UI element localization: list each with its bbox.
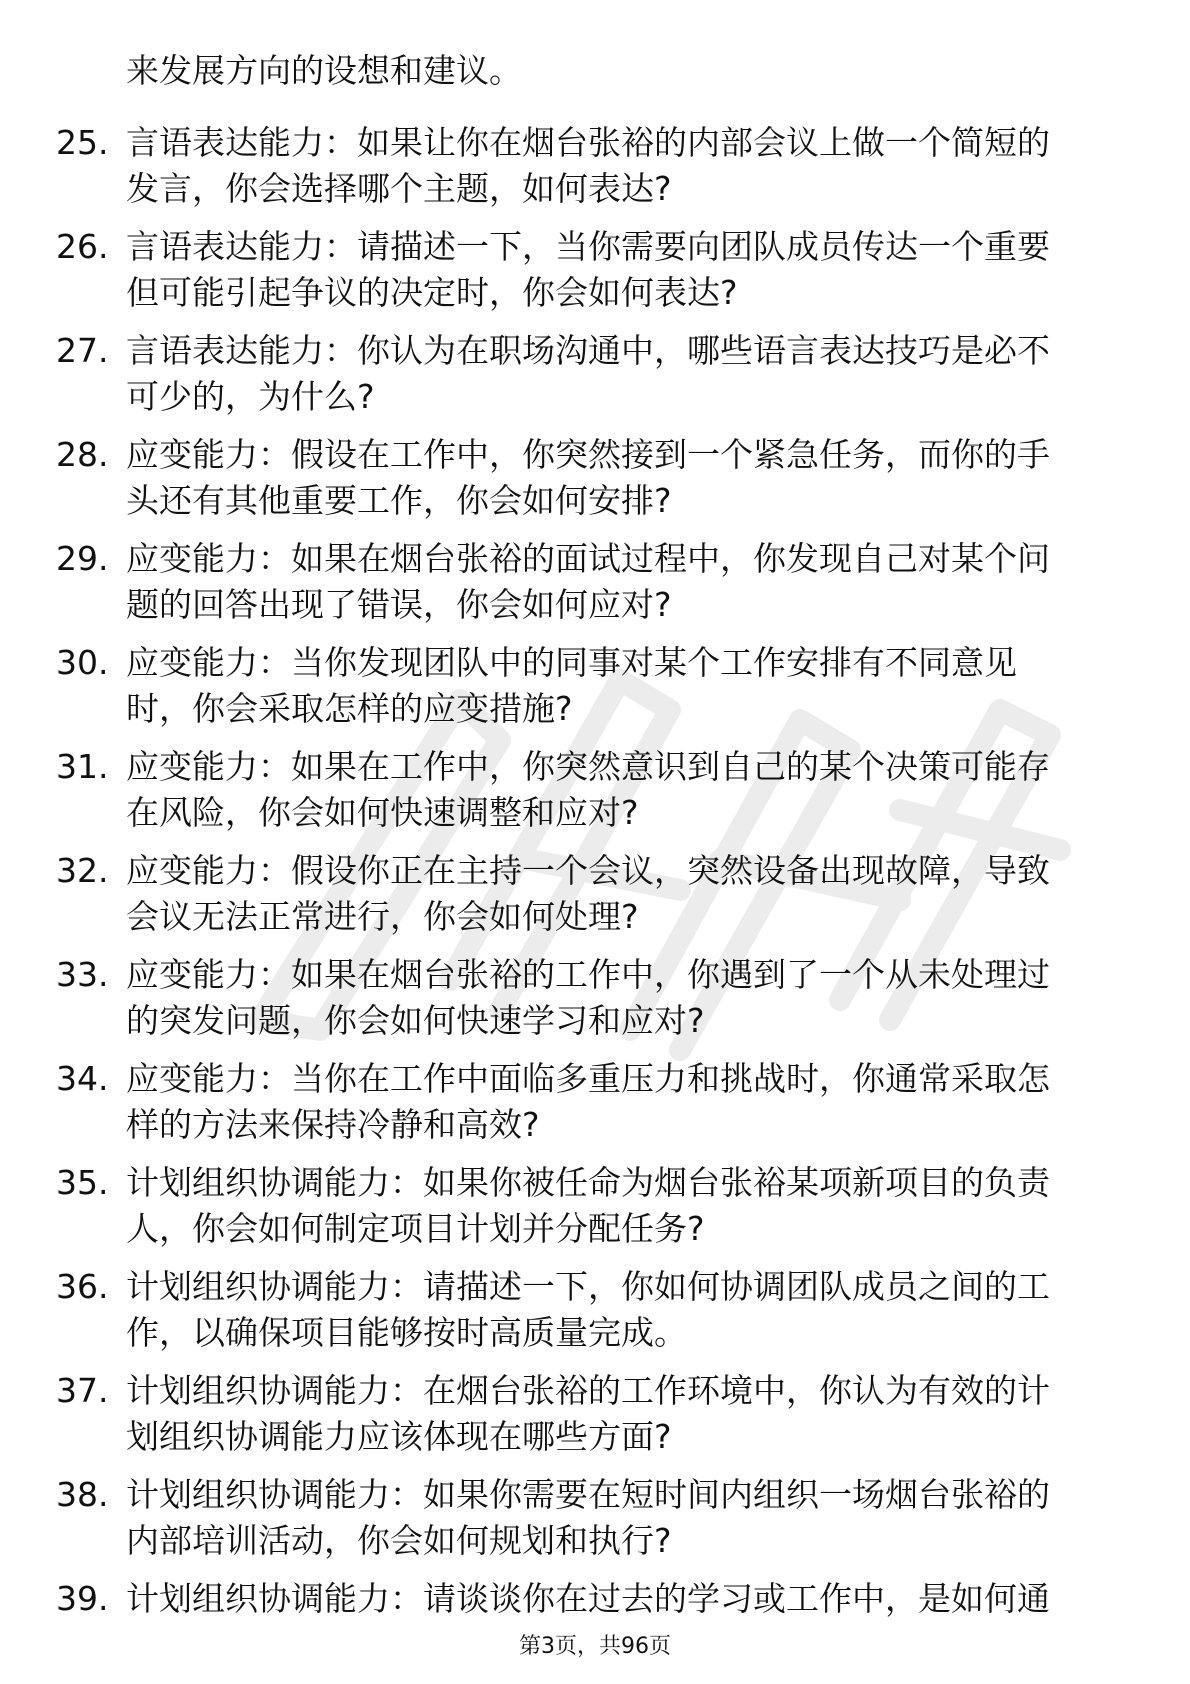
question-line: 言语表达能力：你认为在职场沟通中，哪些语言表达技巧是必不 — [126, 331, 1050, 370]
question-text — [126, 1056, 1126, 1148]
question-text — [126, 328, 1126, 420]
question-number: 29. — [56, 539, 109, 578]
question-number: 25. — [56, 123, 109, 162]
list-item — [0, 1472, 1190, 1576]
question-number: 33. — [56, 955, 109, 994]
question-line: 时，你会采取怎样的应变措施? — [126, 689, 573, 728]
question-number: 37. — [56, 1371, 109, 1410]
list-item — [0, 432, 1190, 536]
question-text — [126, 120, 1126, 212]
question-line: 计划组织协调能力：请描述一下，你如何协调团队成员之间的工 — [126, 1267, 1050, 1306]
question-number: 38. — [56, 1475, 109, 1514]
list-item — [0, 1368, 1190, 1472]
question-text — [126, 1576, 1126, 1622]
list-item — [0, 640, 1190, 744]
question-text — [126, 1160, 1126, 1252]
list-item — [0, 952, 1190, 1056]
question-line: 但可能引起争议的决定时，你会如何表达? — [126, 273, 738, 312]
question-line: 应变能力：如果在工作中，你突然意识到自己的某个决策可能存 — [126, 747, 1050, 786]
list-item — [0, 120, 1190, 224]
list-item — [0, 1160, 1190, 1264]
question-line: 划组织协调能力应该体现在哪些方面? — [126, 1417, 672, 1456]
question-line: 发言，你会选择哪个主题，如何表达? — [126, 169, 672, 208]
question-number: 27. — [56, 331, 109, 370]
question-text — [126, 1368, 1126, 1460]
question-line: 会议无法正常进行，你会如何处理? — [126, 897, 639, 936]
continuation-text: 来发展方向的设想和建议。 — [126, 51, 522, 90]
question-line: 应变能力：假设在工作中，你突然接到一个紧急任务，而你的手 — [126, 435, 1050, 474]
question-line: 应变能力：当你发现团队中的同事对某个工作安排有不同意见 — [126, 643, 1017, 682]
list-item — [0, 1576, 1190, 1680]
question-line: 计划组织协调能力：如果你需要在短时间内组织一场烟台张裕的 — [126, 1475, 1050, 1514]
question-text — [126, 640, 1126, 732]
question-line: 计划组织协调能力：请谈谈你在过去的学习或工作中，是如何通 — [126, 1579, 1050, 1618]
question-number: 39. — [56, 1579, 109, 1618]
question-text — [126, 1472, 1126, 1564]
question-number: 36. — [56, 1267, 109, 1306]
question-line: 人，你会如何制定项目计划并分配任务? — [126, 1209, 705, 1248]
question-number: 32. — [56, 851, 109, 890]
question-number: 35. — [56, 1163, 109, 1202]
question-text — [126, 432, 1126, 524]
question-line: 作，以确保项目能够按时高质量完成。 — [126, 1313, 687, 1352]
question-line: 题的回答出现了错误，你会如何应对? — [126, 585, 672, 624]
question-number: 30. — [56, 643, 109, 682]
question-line: 可少的，为什么? — [126, 377, 375, 416]
list-item — [0, 536, 1190, 640]
question-line: 计划组织协调能力：在烟台张裕的工作环境中，你认为有效的计 — [126, 1371, 1050, 1410]
page-footer: 第3页，共96页 — [519, 1634, 671, 1659]
question-list — [0, 120, 1190, 1680]
question-line: 应变能力：当你在工作中面临多重压力和挑战时，你通常采取怎 — [126, 1059, 1050, 1098]
question-text — [126, 848, 1126, 940]
question-line: 头还有其他重要工作，你会如何安排? — [126, 481, 672, 520]
list-item — [0, 1056, 1190, 1160]
question-number: 31. — [56, 747, 109, 786]
list-item — [0, 848, 1190, 952]
question-line: 内部培训活动，你会如何规划和执行? — [126, 1521, 672, 1560]
question-line: 言语表达能力：请描述一下，当你需要向团队成员传达一个重要 — [126, 227, 1050, 266]
question-line: 应变能力：如果在烟台张裕的面试过程中，你发现自己对某个问 — [126, 539, 1050, 578]
question-number: 26. — [56, 227, 109, 266]
list-item — [0, 744, 1190, 848]
question-number: 28. — [56, 435, 109, 474]
list-item — [0, 1264, 1190, 1368]
question-text — [126, 536, 1126, 628]
question-line: 在风险，你会如何快速调整和应对? — [126, 793, 639, 832]
question-line: 样的方法来保持冷静和高效? — [126, 1105, 540, 1144]
list-item — [0, 224, 1190, 328]
question-line: 计划组织协调能力：如果你被任命为烟台张裕某项新项目的负责 — [126, 1163, 1050, 1202]
question-line: 应变能力：如果在烟台张裕的工作中，你遇到了一个从未处理过 — [126, 955, 1050, 994]
question-number: 34. — [56, 1059, 109, 1098]
list-item — [0, 328, 1190, 432]
question-text — [126, 952, 1126, 1044]
question-text — [126, 744, 1126, 836]
question-text — [126, 1264, 1126, 1356]
question-text — [126, 224, 1126, 316]
question-line: 言语表达能力：如果让你在烟台张裕的内部会议上做一个简短的 — [126, 123, 1050, 162]
question-line: 的突发问题，你会如何快速学习和应对? — [126, 1001, 705, 1040]
question-line: 应变能力：假设你正在主持一个会议，突然设备出现故障，导致 — [126, 851, 1050, 890]
